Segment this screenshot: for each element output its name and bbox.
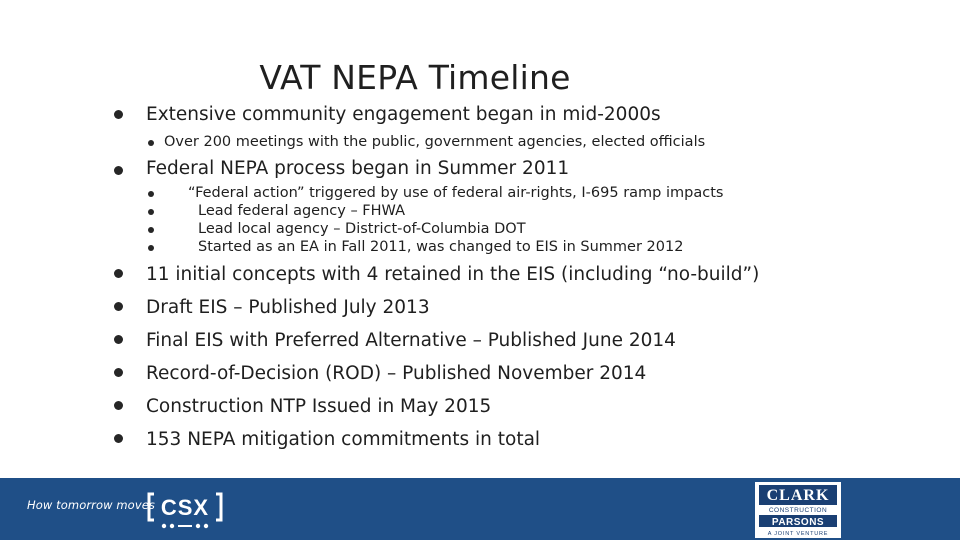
bullet-text: 153 NEPA mitigation commitments in total <box>146 429 541 450</box>
bullet-text: 11 initial concepts with 4 retained in the EIS (including “no-build”) <box>146 264 760 285</box>
clark-logo-text: CLARK <box>766 487 830 504</box>
sub-bullet-text: Over 200 meetings with the public, government agencies, elected officials <box>164 134 706 150</box>
slide-title: VAT NEPA Timeline <box>259 58 571 97</box>
sub-bullet-dot-icon <box>148 140 154 146</box>
bullet-dot-icon <box>114 166 123 175</box>
footer-tagline: How tomorrow moves <box>27 498 155 512</box>
bullet-text: Federal NEPA process began in Summer 2011 <box>146 158 570 179</box>
sub-bullet-dot-icon <box>148 191 154 197</box>
bullet-text: Extensive community engagement began in mid-2000s <box>146 104 661 125</box>
sub-bullet-text: Lead local agency – District-of-Columbia DOT <box>198 221 526 237</box>
clark-parsons-logo <box>755 482 841 538</box>
footer-band <box>0 478 960 540</box>
bullet-dot-icon <box>114 269 123 278</box>
joint-venture-text: A JOINT VENTURE <box>767 531 829 537</box>
parsons-logo-text: PARSONS <box>771 517 825 528</box>
bullet-dot-icon <box>114 335 123 344</box>
construction-logo-text: CONSTRUCTION <box>768 507 828 514</box>
sub-bullet-text: “Federal action” triggered by use of federal air-rights, I-695 ramp impacts <box>188 185 724 201</box>
sub-bullet-text: Lead federal agency – FHWA <box>198 203 406 219</box>
sub-bullet-dot-icon <box>148 245 154 251</box>
bullet-dot-icon <box>114 401 123 410</box>
csx-logo <box>146 490 224 530</box>
sub-bullet-text: Started as an EA in Fall 2011, was changed to EIS in Summer 2012 <box>198 239 684 255</box>
bullet-text: Draft EIS – Published July 2013 <box>146 297 430 318</box>
sub-bullet-dot-icon <box>148 209 154 215</box>
bullet-dot-icon <box>114 302 123 311</box>
bullet-text: Construction NTP Issued in May 2015 <box>146 396 492 417</box>
bullet-dot-icon <box>114 434 123 443</box>
bullet-text: Final EIS with Preferred Alternative – Published June 2014 <box>146 330 676 351</box>
bullet-text: Record-of-Decision (ROD) – Published November 2014 <box>146 363 647 384</box>
bullet-dot-icon <box>114 368 123 377</box>
csx-logo-text: CSX <box>160 495 210 520</box>
sub-bullet-dot-icon <box>148 227 154 233</box>
bullet-dot-icon <box>114 110 123 119</box>
